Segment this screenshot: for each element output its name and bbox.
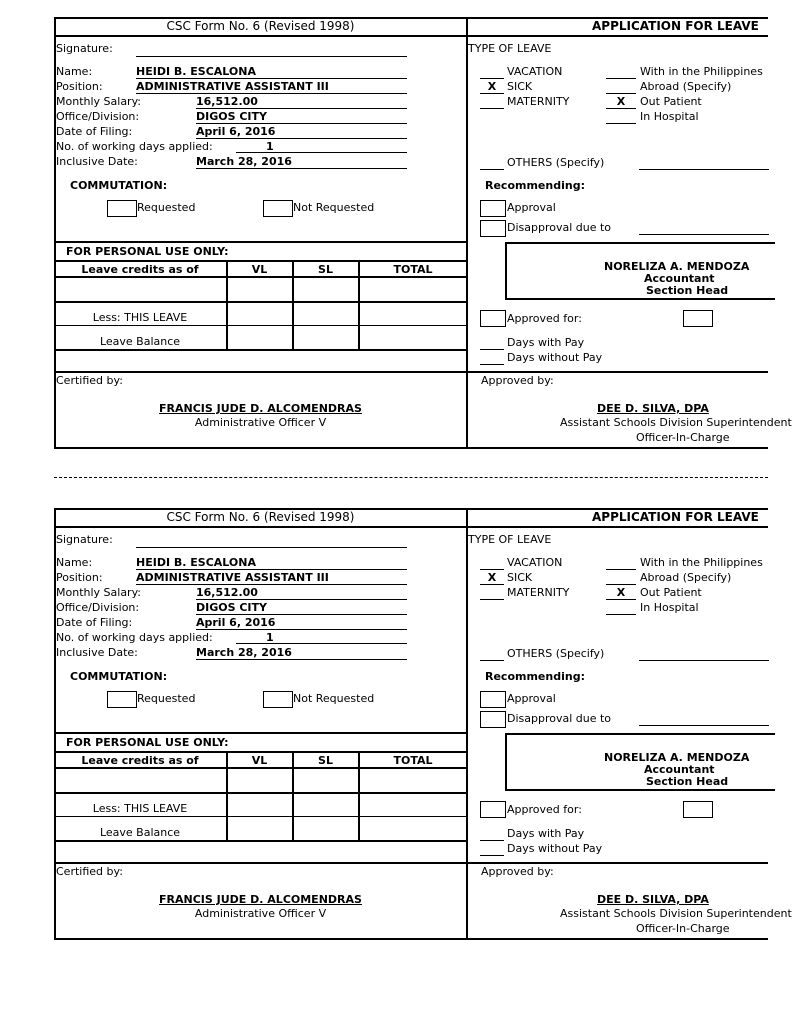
name-value: HEIDI B. ESCALONA [136,557,407,570]
approved-for-label: Approved for: [507,803,582,816]
in-hospital-mark[interactable] [606,111,636,124]
certified-by-label: Certified by: [56,374,123,387]
others-label: OTHERS (Specify) [507,647,605,660]
col-header-sl: SL [318,263,333,276]
in-hospital-label: In Hospital [640,110,699,123]
office-value: DIGOS CITY [196,602,407,615]
application-title: APPLICATION FOR LEAVE [592,19,759,33]
disapproval-reason-line[interactable] [639,222,769,235]
inclusive-date-value: March 28, 2016 [196,647,407,660]
leave-balance-label: Leave Balance [99,826,181,839]
leave-form: CSC Form No. 6 (Revised 1998) APPLICATION FOR LEAVE Signature: Name: HEIDI B. ESCALONA Position: ADMINISTRATIVE ASSISTANT III Monthly Salary: 16,512.00 Office/Division: DIGOS CITY Date of Filing: April 6, 2016 No. of working days applied: 1 Inclusive Date: March 28, 2016 COMMUTATION: Requested Not Requested FOR PERSONAL USE ONLY: Leave credits as of VL SL TOTAL Less: THIS LEAVE Leave Balance Certified by: FRANCIS JUDE D. ALCOMENDRAS Administrative Officer V TYPE OF LEAVE VACATION X SICK MATERNITY With in the Philippines Abroad (Specify) X Out Patient In Hospital OTHERS (Specify) Recommending: Approval Disapproval due to NORELIZA A. MENDOZA Accountant Section Head Approved for: Days with Pay Days without Pay Approved by: DEE D. SILVA, DPA Assistant Schools Division Superintendent Officer-In-Charge [54,17,768,449]
with-pay-mark[interactable] [480,337,504,350]
approver-role: Officer-In-Charge [636,431,730,444]
out-patient-label: Out Patient [640,586,702,599]
approved-for-label: Approved for: [507,312,582,325]
col-header-credits: Leave credits as of [81,263,199,276]
with-pay-label: Days with Pay [507,336,585,349]
name-value: HEIDI B. ESCALONA [136,66,407,79]
without-pay-label: Days without Pay [507,842,603,855]
approved-for-checkbox[interactable] [480,801,506,818]
requested-label: Requested [137,201,196,214]
others-specify-line[interactable] [639,157,769,170]
certifier-name: FRANCIS JUDE D. ALCOMENDRAS [159,402,362,415]
maternity-label: MATERNITY [507,586,570,599]
not-requested-checkbox[interactable] [263,691,293,708]
position-value: ADMINISTRATIVE ASSISTANT III [136,81,407,94]
disapproval-reason-line[interactable] [639,713,769,726]
form-title: CSC Form No. 6 (Revised 1998) [166,510,355,524]
type-of-leave-label: TYPE OF LEAVE [468,533,552,546]
out-patient-label: Out Patient [640,95,702,108]
approved-for-checkbox[interactable] [480,310,506,327]
sick-label: SICK [507,80,533,93]
col-header-sl: SL [318,754,333,767]
less-this-leave-label: Less: THIS LEAVE [92,802,188,815]
disapproval-label: Disapproval due to [507,712,612,725]
filing-date-value: April 6, 2016 [196,126,407,139]
form-title: CSC Form No. 6 (Revised 1998) [166,19,355,33]
within-ph-mark[interactable] [606,66,636,79]
approver-title: Assistant Schools Division Superintendent [560,416,792,429]
recommender-section: Section Head [646,284,729,297]
with-pay-mark[interactable] [480,828,504,841]
disapproval-checkbox[interactable] [480,711,506,728]
certifier-title: Administrative Officer V [194,416,327,429]
recommender-title: Accountant [644,272,715,285]
cut-line [54,477,768,478]
col-header-total: TOTAL [393,754,433,767]
recommender-name: NORELIZA A. MENDOZA [604,260,750,273]
out-patient-mark[interactable]: X [606,587,636,600]
recommender-title: Accountant [644,763,715,776]
others-mark[interactable] [480,157,504,170]
maternity-mark[interactable] [480,587,504,600]
approved-for-days-box[interactable] [683,310,713,327]
requested-checkbox[interactable] [107,200,137,217]
within-ph-label: With in the Philippines [640,65,763,78]
col-header-total: TOTAL [393,263,433,276]
not-requested-label: Not Requested [293,201,375,214]
personal-use-label: FOR PERSONAL USE ONLY: [66,245,229,258]
maternity-mark[interactable] [480,96,504,109]
sick-mark[interactable]: X [480,81,504,94]
disapproval-checkbox[interactable] [480,220,506,237]
certified-by-label: Certified by: [56,865,123,878]
approved-for-days-box[interactable] [683,801,713,818]
vacation-mark[interactable] [480,557,504,570]
vacation-mark[interactable] [480,66,504,79]
abroad-mark[interactable] [606,81,636,94]
within-ph-mark[interactable] [606,557,636,570]
recommender-section: Section Head [646,775,729,788]
signature-line [136,535,407,548]
vacation-label: VACATION [507,556,563,569]
abroad-label: Abroad (Specify) [640,571,732,584]
col-header-credits: Leave credits as of [81,754,199,767]
days-applied-value: 1 [236,141,407,153]
leave-balance-label: Leave Balance [99,335,181,348]
office-value: DIGOS CITY [196,111,407,124]
certifier-title: Administrative Officer V [194,907,327,920]
recommending-label: Recommending: [485,670,585,683]
in-hospital-label: In Hospital [640,601,699,614]
abroad-mark[interactable] [606,572,636,585]
in-hospital-mark[interactable] [606,602,636,615]
maternity-label: MATERNITY [507,95,570,108]
filing-date-value: April 6, 2016 [196,617,407,630]
requested-label: Requested [137,692,196,705]
sick-label: SICK [507,571,533,584]
not-requested-checkbox[interactable] [263,200,293,217]
approver-role: Officer-In-Charge [636,922,730,935]
without-pay-mark[interactable] [480,352,504,365]
others-mark[interactable] [480,648,504,661]
approval-label: Approval [507,201,556,214]
commutation-label: COMMUTATION: [70,179,168,192]
col-header-vl: VL [251,754,268,767]
type-of-leave-label: TYPE OF LEAVE [468,42,552,55]
inclusive-date-value: March 28, 2016 [196,156,407,169]
recommending-label: Recommending: [485,179,585,192]
salary-value: 16,512.00 [196,96,407,109]
disapproval-label: Disapproval due to [507,221,612,234]
sick-mark[interactable]: X [480,572,504,585]
others-specify-line[interactable] [639,648,769,661]
recommender-name: NORELIZA A. MENDOZA [604,751,750,764]
col-header-vl: VL [251,263,268,276]
approval-checkbox[interactable] [480,691,506,708]
signature-line [136,44,407,57]
salary-value: 16,512.00 [196,587,407,600]
approval-checkbox[interactable] [480,200,506,217]
approver-name: DEE D. SILVA, DPA [597,402,709,415]
others-label: OTHERS (Specify) [507,156,605,169]
approver-name: DEE D. SILVA, DPA [597,893,709,906]
application-title: APPLICATION FOR LEAVE [592,510,759,524]
with-pay-label: Days with Pay [507,827,585,840]
commutation-label: COMMUTATION: [70,670,168,683]
approval-label: Approval [507,692,556,705]
position-value: ADMINISTRATIVE ASSISTANT III [136,572,407,585]
personal-use-label: FOR PERSONAL USE ONLY: [66,736,229,749]
certifier-name: FRANCIS JUDE D. ALCOMENDRAS [159,893,362,906]
approved-by-label: Approved by: [481,865,554,878]
days-applied-value: 1 [236,632,407,644]
within-ph-label: With in the Philippines [640,556,763,569]
vacation-label: VACATION [507,65,563,78]
approver-title: Assistant Schools Division Superintendent [560,907,792,920]
requested-checkbox[interactable] [107,691,137,708]
without-pay-label: Days without Pay [507,351,603,364]
approved-by-label: Approved by: [481,374,554,387]
leave-form: CSC Form No. 6 (Revised 1998) APPLICATION FOR LEAVE Signature: Name: HEIDI B. ESCALONA Position: ADMINISTRATIVE ASSISTANT III Monthly Salary: 16,512.00 Office/Division: DIGOS CITY Date of Filing: April 6, 2016 No. of working days applied: 1 Inclusive Date: March 28, 2016 COMMUTATION: Requested Not Requested FOR PERSONAL USE ONLY: Leave credits as of VL SL TOTAL Less: THIS LEAVE Leave Balance Certified by: FRANCIS JUDE D. ALCOMENDRAS Administrative Officer V TYPE OF LEAVE VACATION X SICK MATERNITY With in the Philippines Abroad (Specify) X Out Patient In Hospital OTHERS (Specify) Recommending: Approval Disapproval due to NORELIZA A. MENDOZA Accountant Section Head Approved for: Days with Pay Days without Pay Approved by: DEE D. SILVA, DPA Assistant Schools Division Superintendent Officer-In-Charge [54,508,768,940]
without-pay-mark[interactable] [480,843,504,856]
signature-label: Signature: [56,42,113,55]
signature-label: Signature: [56,533,113,546]
abroad-label: Abroad (Specify) [640,80,732,93]
out-patient-mark[interactable]: X [606,96,636,109]
not-requested-label: Not Requested [293,692,375,705]
less-this-leave-label: Less: THIS LEAVE [92,311,188,324]
